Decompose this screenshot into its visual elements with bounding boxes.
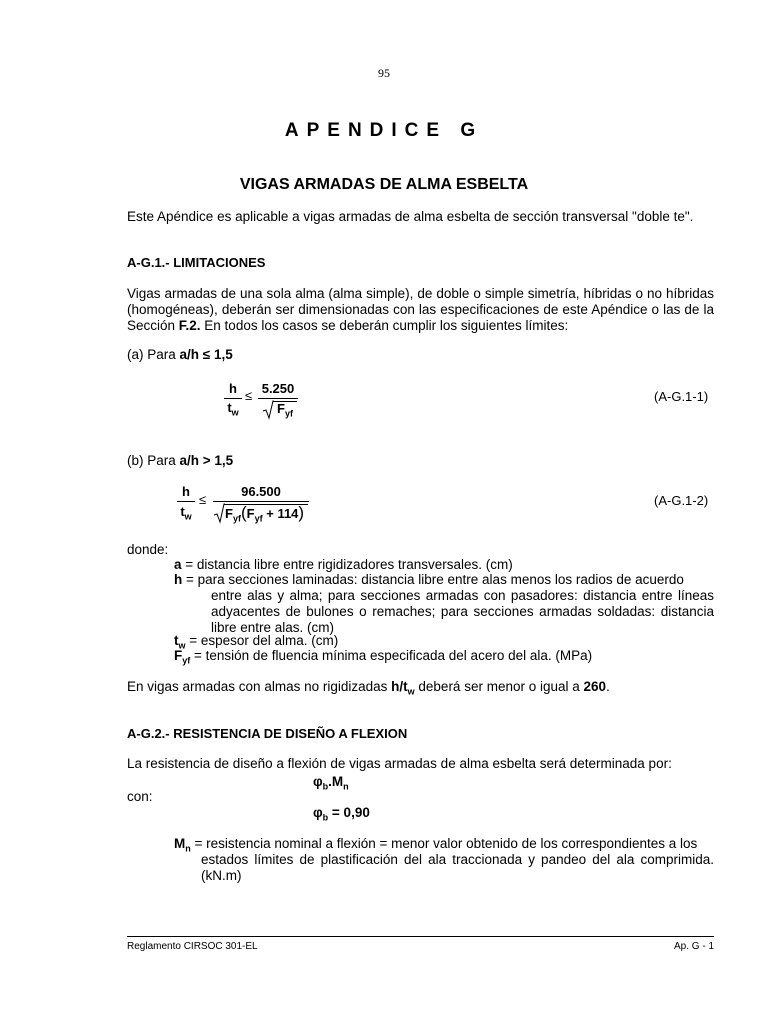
footer-divider xyxy=(127,936,714,937)
definition-tw: $t_w$ = espesor del alma. (cm) xyxy=(174,633,339,651)
definition-a: a = distancia libre entre rigidizadores transversales. (cm) xyxy=(174,557,513,572)
formula-phi-mn: $\varphi_b.M_n$ xyxy=(313,774,349,792)
eq1-numerator-right: 5.250 xyxy=(261,381,295,396)
eq2-relation: ≤ xyxy=(199,492,207,507)
limitaciones-paragraph: Vigas armadas de una sola alma (alma simple), de doble o simple simetría, híbridas o no híbridas (homogéneas), deberán ser dimensionadas con las especificaciones de este Apéndice o las de la Sección F.2. En todos los casos se deberán cumplir los siguientes límites: xyxy=(127,286,714,333)
definition-h-continuation: entre alas y alma; para secciones armadas con pasadores: distancia entre líneas adyacentes de bulones o remaches; para secciones armadas soldadas: distancia libre entre alas. (cm) xyxy=(211,588,714,635)
eq1-numerator-left: h xyxy=(229,381,237,396)
formula-phi-value: $\varphi_b = 0,90$ xyxy=(313,805,370,823)
case-b-label: (b) Para a/h > 1,5 xyxy=(127,453,234,468)
eq1-denominator-left: $t_w$ xyxy=(227,400,239,418)
footer-right: Ap. G - 1 xyxy=(673,941,714,952)
eq2-denominator-right: $F_{yf}(F_{yf} + 114)$ xyxy=(225,503,305,524)
intro-paragraph: Este Apéndice es aplicable a vigas armadas de alma esbelta de sección transversal "doble te". xyxy=(127,209,694,224)
footer-left: Reglamento CIRSOC 301-EL xyxy=(127,941,258,952)
eq2-denominator-left: $t_w$ xyxy=(180,504,192,522)
definition-h: h = para secciones laminadas: distancia libre entre alas menos los radios de acuerdo xyxy=(174,572,684,587)
eq2-numerator-right: 96.500 xyxy=(241,484,281,499)
definition-mn: $M_n$ = resistencia nominal a flexión = menor valor obtenido de los correspondientes a los xyxy=(174,836,698,854)
eq2-sqrt-sign xyxy=(213,503,225,524)
appendix-heading: APENDICE G xyxy=(284,120,484,141)
eq2-label: (A-G.1-2) xyxy=(654,493,709,508)
page-number: 95 xyxy=(378,66,390,80)
con-label: con: xyxy=(127,789,153,804)
eq2-fraction-bar-left xyxy=(177,501,195,502)
page-title: VIGAS ARMADAS DE ALMA ESBELTA xyxy=(239,176,529,193)
case-a-label: (a) Para a/h ≤ 1,5 xyxy=(127,347,233,362)
eq1-denominator-right: $F_{yf}$ xyxy=(277,401,293,419)
section-heading-limitaciones: A-G.1.- LIMITACIONES xyxy=(127,255,266,270)
definition-fyf: $F_{yf}$ = tensión de fluencia mínima especificada del acero del ala. (MPa) xyxy=(174,648,593,666)
section-heading-flexion: A-G.2.- RESISTENCIA DE DISEÑO A FLEXION xyxy=(127,726,408,741)
eq2-numerator-left: h xyxy=(182,484,190,499)
eq1-relation: ≤ xyxy=(245,388,253,403)
closing-sentence: En vigas armadas con almas no rigidizadas $h/t_w$ deberá ser menor o igual a 260. xyxy=(127,679,610,697)
eq1-fraction-bar-left xyxy=(224,398,242,399)
definition-mn-continuation: estados límites de plastificación del ala traccionada y pandeo del ala comprimida. (kN.m) xyxy=(201,852,714,883)
eq1-fraction-bar-right xyxy=(258,398,298,399)
flexion-paragraph: La resistencia de diseño a flexión de vigas armadas de alma esbelta será determinada por: xyxy=(127,756,672,771)
eq2-fraction-bar-right xyxy=(213,501,309,502)
donde-label: donde: xyxy=(127,542,169,557)
eq1-label: (A-G.1-1) xyxy=(654,389,709,404)
